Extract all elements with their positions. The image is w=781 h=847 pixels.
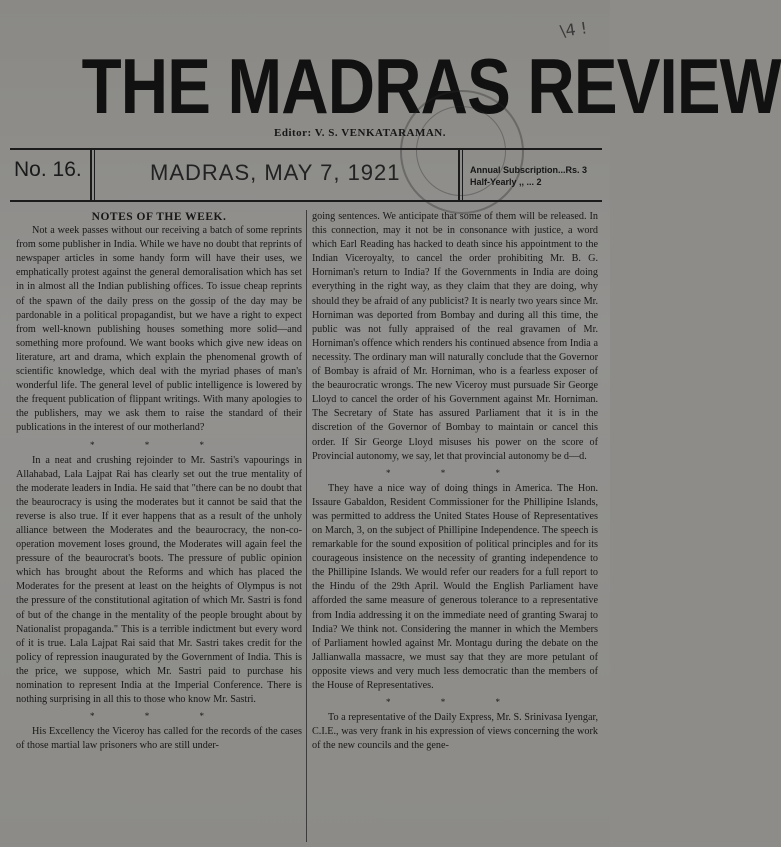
paragraph: In a neat and crushing rejoinder to Mr. Sastri's vapourings in Allahabad, Lala Lajpat Rai has clearly set out the true mentality of the moderate leaders in India. He said that "there can be no doubt that the beaurocracy is using the moderates but it cannot be said that the reverse is also true. If it ever happens that as a result of the unholy alliance between the Moderates and the beaurocracy, the non-co-operation movement loses ground, the Moderates will again feel the pressure of the beaurocrat's boots. The pressure of public opinion which has brought about the Reforms and which has placed the Moderates for the present at least on the heights of Olympus is not the pressure of the constitutional agitation of which Mr. Sastri is fond of but of the change in the mentality of the people brought about by Nationalist propaganda." This is a terrible indictment but every word of it is true. Lala Lajpat Rai said that Mr. Sastri takes credit for the policy of repression inaugurated by the Government of India. This is the price, we suppose, which Mr. Sastri paid to purchase his nomination to represent India at the Imperial Conference. There is nothing surprising in all this to those who know Mr. Sastri. (16, 454, 302, 706)
section-separator: * * * (386, 467, 524, 478)
subscription-annual: Annual Subscription...Rs. 3 (470, 165, 588, 175)
paragraph: going sentences. We anticipate that some of them will be released. In this connection, may it not be in consonance with justice, a word which Earl Reading has hacked to death since his appointment to the Indian Viceroyalty, to cancel the order prohibiting Mr. B. G. Horniman's return to India? If the Governments in India are doing everything in the right way, as they claim that they are doing, why should they be afraid of any publicist? It is nearly two years since Mr. Horniman was deported from Bombay and during all this time, the public was not fully appraised of the real gravamen of Mr. Horniman's offence which renders his continued absence from India a necessity. The ordinary man will naturally conclude that the Governor of Bombay is afraid of Mr. Horniman, who is a fearless exposer of the beaurocratic wrongs. The new Viceroy must pursuade Sir George Lloyd to cancel the order of his Government against Mr. Horniman. The Secretary of State has assured Parliament that it is in the discretion of the Governor of Bombay to maintain or cancel this order. If Sir George Lloyd misuses his power on the score of Provincial autonomy, we say, let that provincial autonomy be d—d. (312, 211, 598, 462)
subscription-half: Half-Yearly ,, ... 2 (470, 177, 542, 187)
right-column (312, 210, 598, 753)
section-heading: NOTES OF THE WEEK. (91, 211, 227, 223)
editor-name: Editor: V. S. VENKATARAMAN. (274, 127, 446, 139)
paragraph: They have a nice way of doing things in America. The Hon. Issaure Gabaldon, Resident Commissioner for the Phillipine Islands, was permitted to address the United States House of Representatives on March, 3, on the subject of Phillipine Independence. The speech is remarkable for the sound exposition of political principles and for its courageous insistence on the necessity of granting independence to the Phillipine Islands. We would refer our readers for a full report to the Hindu of the 29th April. Would the English Parliament have afforded the same measure of generous tolerance to a representative from India addressing it on the immediate need of granting Swaraj to India? We think not. Considering the manner in which the Members of Parliament howled against Mr. Montagu during the debate on the Jallianwalla massacre, we must say that they are more petulant of opposite views and very much less democratic than the members of the House of Representatives. (312, 482, 598, 691)
right-divider-2 (462, 150, 463, 200)
left-column (16, 210, 302, 753)
left-divider-2 (94, 150, 95, 200)
issue-number: No. 16. (14, 158, 82, 181)
bottom-rule (10, 200, 602, 202)
section-separator: * * * (90, 711, 228, 722)
left-divider (90, 150, 92, 200)
section-separator: * * * (90, 439, 228, 450)
paragraph: Not a week passes without our receiving a batch of some reprints from some publisher in India. While we have no doubt that reprints of newspaper articles in some handy form will have their uses, we emphatically protest against the general demoralisation which has set in in almost all the Indian publishing offices. To issue cheap reprints of the spawn of the daily press on the gossip of the day may be pardonable in a political propagandist, but we have a right to expect from well-known publishing houses something more solid—and something more profound. We want books which give new ideas on literature, art and drama, which explain the phenomenal growth of scientific knowledge, which deal with the myriad phases of man's wonderful life. The general level of public intelligence is lowered by the frequent publication of flippant writings. With many apologies to the publishers, may we ask them to raise the standard of their publications in the interest of our motherland? (16, 225, 302, 434)
column-rule (306, 210, 307, 842)
section-separator: * * * (386, 697, 524, 708)
paragraph: His Excellency the Viceroy has called for the records of the cases of those martial law prisoners who are still under- (16, 726, 302, 752)
subscription-box (470, 164, 587, 188)
paragraph: To a representative of the Daily Express, Mr. S. Srinivasa Iyengar, C.I.E., was very frank in his expression of views concerning the work of the new councils and the gene- (312, 712, 598, 752)
editor-line (0, 127, 610, 143)
masthead-title: THE MADRAS REVIEW (81, 42, 781, 130)
place-date: MADRAS, MAY 7, 1921 (150, 160, 401, 185)
right-divider (458, 150, 460, 200)
top-rule (10, 148, 602, 150)
handwritten-annotation: \4 ! (558, 18, 589, 41)
